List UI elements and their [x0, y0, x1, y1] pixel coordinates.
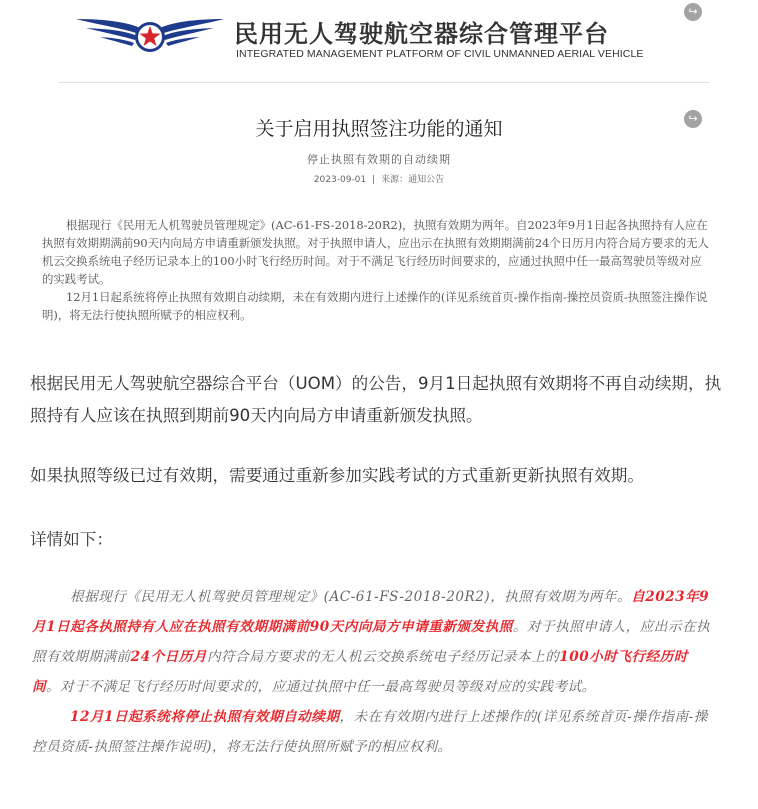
notice-subtitle: 停止执照有效期的自动续期 [307, 153, 451, 166]
share-icon[interactable]: ↪ [684, 3, 702, 21]
notice-excerpt [42, 216, 712, 324]
highlight-text: 自2023年9月1日起各执照持有人应在执照有效期期满前90天内向局方申请重新颁发执照 [32, 589, 710, 635]
highlight-text: 100小时飞行经历时间 [32, 649, 688, 695]
details-paragraph [32, 702, 712, 762]
notice-date: 2023-09-01 [313, 175, 367, 185]
details-text: ，未在有效期内进行上述操作的(详见系统首页-操作指南-操控员资质-执照签注操作说明)，将无法行使执照所赋予的相应权利。 [32, 709, 708, 755]
details-text: 根据现行《民用无人机驾驶员管理规定》(AC-61-FS-2018-20R2)，执照有效期为两年。 [70, 589, 632, 605]
details-text: 。对于不满足飞行经历时间要求的，应通过执照中任一最高驾驶员等级对应的实践考试。 [46, 679, 596, 695]
details-text: 。对于执照申请人，应出示在执照有效期期满前 [32, 619, 711, 665]
highlight-text: 12月1日起系统将停止执照有效期自动续期 [70, 709, 340, 725]
brand-title-cn: 民用无人驾驶航空器综合管理平台 [234, 20, 609, 48]
notice-source: 来源：通知公告 [381, 175, 445, 185]
excerpt-paragraph: 12月1日起系统将停止执照有效期自动续期，未在有效期内进行上述操作的(详见系统首页-操作指南-操控员资质-执照签注操作说明)，将无法行使执照所赋予的相应权利。 [42, 290, 708, 322]
article-paragraph: 如果执照等级已过有效期，需要通过重新参加实践考试的方式重新更新执照有效期。 [30, 466, 644, 485]
caac-logo [74, 15, 226, 55]
excerpt-paragraph: 根据现行《民用无人机驾驶员管理规定》(AC-61-FS-2018-20R2)，执照有效期为两年。自2023年9月1日起各执照持有人应在执照有效期期满前90天内向局方申请重新颁发执照。对于执照申请人，应出示在执照有效期期满前24个日历月内符合局方要求的无人机云交换系统电子经历记录本上的100小时飞行经历时间。对于不满足飞行经历时间要求的，应通过执照中任一最高驾驶员等级对应的实践考试。 [42, 218, 709, 286]
share-icon[interactable]: ↪ [684, 110, 702, 128]
brand-title-en: INTEGRATED MANAGEMENT PLATFORM OF CIVIL UNMANNED AERIAL VEHICLE [236, 48, 644, 60]
notice-meta [0, 172, 758, 185]
notice-title: 关于启用执照签注功能的通知 [255, 118, 503, 140]
header-divider [58, 82, 710, 83]
article-paragraph: 详情如下： [30, 530, 113, 549]
article-paragraph: 根据民用无人驾驶航空器综合平台（UOM）的公告，9月1日起执照有效期将不再自动续期，执照持有人应该在执照到期前90天内向局方申请重新颁发执照。 [30, 374, 722, 425]
highlight-text: 24个日历月 [130, 649, 207, 665]
meta-separator: | [372, 175, 376, 185]
details-quote [32, 582, 712, 762]
details-paragraph [32, 582, 712, 702]
details-text: 内符合局方要求的无人机云交换系统电子经历记录本上的 [206, 649, 560, 665]
